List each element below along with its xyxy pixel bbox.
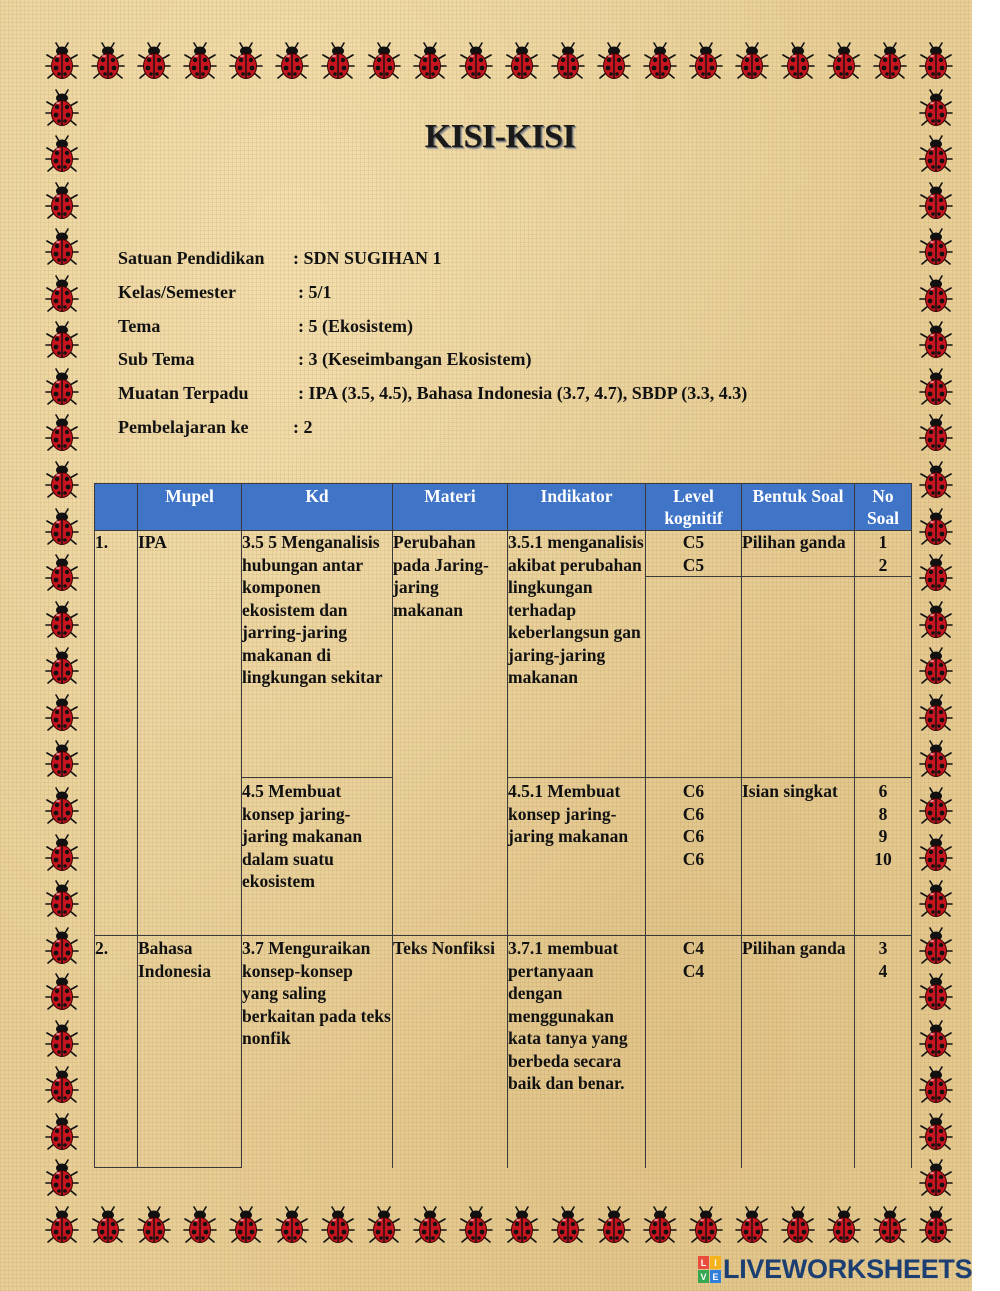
header-indikator: Indikator bbox=[508, 484, 646, 531]
ladybug-icon bbox=[275, 1206, 309, 1246]
ladybug-icon bbox=[643, 1206, 677, 1246]
no-soal-cell bbox=[855, 936, 912, 1168]
level-value: C5 bbox=[682, 532, 705, 552]
level-value: C4 bbox=[682, 960, 705, 981]
no-soal-value: 4 bbox=[878, 960, 888, 981]
ladybug-icon bbox=[183, 42, 217, 82]
ladybug-icon bbox=[919, 927, 953, 967]
mupel-cell: IPA bbox=[138, 531, 242, 936]
info-value: : IPA (3.5, 4.5), Bahasa Indonesia (3.7, 4.7), SBDP (3.3, 4.3) bbox=[298, 383, 748, 404]
no-soal-value: 1 bbox=[878, 532, 888, 552]
bentuk-cell: Pilihan ganda bbox=[742, 936, 855, 1168]
ladybug-icon bbox=[919, 182, 953, 222]
no-soal-value: 10 bbox=[874, 848, 892, 869]
ladybug-icon bbox=[919, 1020, 953, 1060]
page-title: KISI-KISI bbox=[424, 118, 576, 155]
bentuk-cell: Isian singkat bbox=[742, 778, 855, 936]
ladybug-icon bbox=[781, 1206, 815, 1246]
no-soal-value: 8 bbox=[878, 803, 888, 824]
no-soal-value: 9 bbox=[878, 826, 888, 846]
ladybug-icon bbox=[551, 42, 585, 82]
ladybug-icon bbox=[735, 42, 769, 82]
ladybug-icon bbox=[367, 42, 401, 82]
ladybug-icon bbox=[505, 1206, 539, 1246]
ladybug-icon bbox=[919, 1066, 953, 1106]
ladybug-icon bbox=[873, 42, 907, 82]
liveworksheets-watermark: LIVEWORKSHEETS bbox=[723, 1254, 973, 1284]
liveworksheets-logo-icon bbox=[698, 1256, 722, 1284]
ladybug-icon bbox=[367, 1206, 401, 1246]
no-soal-value: 3 bbox=[878, 938, 888, 958]
info-label: Muatan Terpadu bbox=[118, 383, 249, 404]
ladybug-icon bbox=[45, 368, 79, 408]
info-label: Tema bbox=[118, 315, 161, 336]
ladybug-icon bbox=[45, 228, 79, 268]
ladybug-icon bbox=[919, 601, 953, 641]
header-no bbox=[95, 484, 138, 531]
ladybug-icon bbox=[413, 42, 447, 82]
ladybug-icon bbox=[45, 834, 79, 874]
ladybug-icon bbox=[919, 694, 953, 734]
ladybug-icon bbox=[919, 554, 953, 594]
row-number: 1. bbox=[95, 531, 138, 936]
bentuk-value: Pilihan ganda bbox=[742, 532, 846, 552]
level-value: C5 bbox=[682, 554, 705, 575]
indikator-cell: 4.5.1 Membuat konsep jaring-jaring makanan bbox=[508, 778, 646, 936]
ladybug-icon bbox=[45, 694, 79, 734]
no-soal-cell bbox=[855, 778, 912, 936]
ladybug-icon bbox=[45, 1066, 79, 1106]
table-row bbox=[95, 531, 912, 778]
ladybug-icon bbox=[45, 182, 79, 222]
level-value: C6 bbox=[682, 781, 705, 801]
ladybug-icon bbox=[919, 368, 953, 408]
ladybug-icon bbox=[45, 321, 79, 361]
info-label: Satuan Pendidikan bbox=[118, 248, 265, 268]
cell-divider bbox=[742, 576, 854, 577]
header-no-soal: No Soal bbox=[855, 484, 912, 531]
ladybug-icon bbox=[45, 973, 79, 1013]
ladybug-icon bbox=[45, 508, 79, 548]
ladybug-icon bbox=[45, 1159, 79, 1199]
ladybug-icon bbox=[919, 647, 953, 687]
ladybug-icon bbox=[919, 740, 953, 780]
level-value: C6 bbox=[682, 803, 705, 824]
ladybug-icon bbox=[45, 554, 79, 594]
kd-cell: 4.5 Membuat konsep jaring-jaring makanan dalam suatu ekosistem bbox=[242, 778, 393, 936]
ladybug-icon bbox=[919, 275, 953, 315]
ladybug-icon bbox=[919, 228, 953, 268]
ladybug-icon bbox=[919, 1113, 953, 1153]
ladybug-icon bbox=[45, 787, 79, 827]
bentuk-cell bbox=[742, 531, 855, 778]
ladybug-icon bbox=[45, 647, 79, 687]
level-value: C4 bbox=[682, 938, 705, 958]
ladybug-icon bbox=[827, 42, 861, 82]
ladybug-icon bbox=[45, 880, 79, 920]
ladybug-icon bbox=[183, 1206, 217, 1246]
ladybug-icon bbox=[413, 1206, 447, 1246]
ladybug-icon bbox=[459, 1206, 493, 1246]
ladybug-icon bbox=[873, 1206, 907, 1246]
ladybug-icon bbox=[919, 508, 953, 548]
header-level: Level kognitif bbox=[646, 484, 742, 531]
header-materi: Materi bbox=[393, 484, 508, 531]
ladybug-icon bbox=[45, 1206, 79, 1246]
ladybug-icon bbox=[919, 42, 953, 82]
ladybug-icon bbox=[827, 1206, 861, 1246]
kd-cell: 3.7 Menguraikan konsep-konsep yang saling berkaitan pada teks nonfik bbox=[242, 936, 393, 1168]
cell-divider bbox=[855, 576, 911, 577]
info-label: Pembelajaran ke bbox=[118, 416, 249, 437]
info-label: Sub Tema bbox=[118, 349, 195, 370]
table-header-row bbox=[95, 484, 912, 531]
ladybug-icon bbox=[919, 1159, 953, 1199]
ladybug-icon bbox=[45, 414, 79, 454]
ladybug-icon bbox=[919, 414, 953, 454]
cell-divider bbox=[646, 576, 741, 577]
ladybug-icon bbox=[919, 787, 953, 827]
ladybug-icon bbox=[919, 461, 953, 501]
ladybug-icon bbox=[919, 834, 953, 874]
no-soal-cell bbox=[855, 531, 912, 778]
ladybug-icon bbox=[689, 1206, 723, 1246]
svg-text:I: I bbox=[714, 1258, 717, 1268]
table-row bbox=[95, 936, 912, 1168]
ladybug-icon bbox=[735, 1206, 769, 1246]
ladybug-icon bbox=[505, 42, 539, 82]
ladybug-icon bbox=[45, 601, 79, 641]
ladybug-icon bbox=[919, 1206, 953, 1246]
svg-text:V: V bbox=[700, 1272, 707, 1282]
level-cell bbox=[646, 778, 742, 936]
ladybug-icon bbox=[229, 42, 263, 82]
mupel-cell: Bahasa Indonesia bbox=[138, 936, 242, 1168]
level-value: C6 bbox=[682, 848, 705, 869]
info-value: : 5 (Ekosistem) bbox=[298, 315, 413, 336]
ladybug-icon bbox=[275, 42, 309, 82]
ladybug-icon bbox=[45, 927, 79, 967]
kisi-kisi-table bbox=[94, 483, 912, 1168]
ladybug-icon bbox=[91, 42, 125, 82]
ladybug-icon bbox=[551, 1206, 585, 1246]
info-value: : 2 bbox=[293, 416, 313, 437]
ladybug-icon bbox=[229, 1206, 263, 1246]
header-kd: Kd bbox=[242, 484, 393, 531]
info-label: Kelas/Semester bbox=[118, 281, 236, 302]
header-mupel: Mupel bbox=[138, 484, 242, 531]
ladybug-icon bbox=[137, 42, 171, 82]
info-value: : 3 (Keseimbangan Ekosistem) bbox=[298, 349, 532, 370]
indikator-cell: 3.5.1 menganalisis akibat perubahan lingkungan terhadap keberlangsun gan jaring-jaring makanan bbox=[508, 531, 646, 778]
ladybug-icon bbox=[137, 1206, 171, 1246]
ladybug-icon bbox=[597, 1206, 631, 1246]
ladybug-icon bbox=[919, 973, 953, 1013]
ladybug-icon bbox=[45, 461, 79, 501]
no-soal-value: 6 bbox=[878, 781, 888, 801]
kd-cell: 3.5 5 Menganalisis hubungan antar komponen ekosistem dan jarring-jaring makanan di lingkungan sekitar bbox=[242, 531, 393, 778]
ladybug-icon bbox=[45, 275, 79, 315]
ladybug-icon bbox=[919, 321, 953, 361]
level-cell bbox=[646, 936, 742, 1168]
level-value: C6 bbox=[682, 826, 705, 846]
ladybug-icon bbox=[91, 1206, 125, 1246]
ladybug-icon bbox=[321, 42, 355, 82]
ladybug-icon bbox=[45, 1113, 79, 1153]
level-cell bbox=[646, 531, 742, 778]
ladybug-icon bbox=[597, 42, 631, 82]
ladybug-icon bbox=[45, 740, 79, 780]
svg-text:L: L bbox=[700, 1258, 707, 1268]
svg-text:E: E bbox=[712, 1272, 719, 1282]
ladybug-icon bbox=[45, 1020, 79, 1060]
materi-cell: Perubahan pada Jaring-jaring makanan bbox=[393, 531, 508, 936]
materi-cell: Teks Nonfiksi bbox=[393, 936, 508, 1168]
ladybug-icon bbox=[321, 1206, 355, 1246]
ladybug-icon bbox=[689, 42, 723, 82]
ladybug-icon bbox=[45, 42, 79, 82]
info-value: : 5/1 bbox=[298, 281, 332, 302]
indikator-cell: 3.7.1 membuat pertanyaan dengan menggunakan kata tanya yang berbeda secara baik dan benar. bbox=[508, 936, 646, 1168]
header-bentuk: Bentuk Soal bbox=[742, 484, 855, 531]
ladybug-icon bbox=[919, 880, 953, 920]
ladybug-icon bbox=[781, 42, 815, 82]
ladybug-icon bbox=[459, 42, 493, 82]
no-soal-value: 2 bbox=[878, 554, 888, 575]
ladybug-icon bbox=[643, 42, 677, 82]
info-value: : SDN SUGIHAN 1 bbox=[293, 248, 442, 268]
row-number: 2. bbox=[95, 936, 138, 1168]
